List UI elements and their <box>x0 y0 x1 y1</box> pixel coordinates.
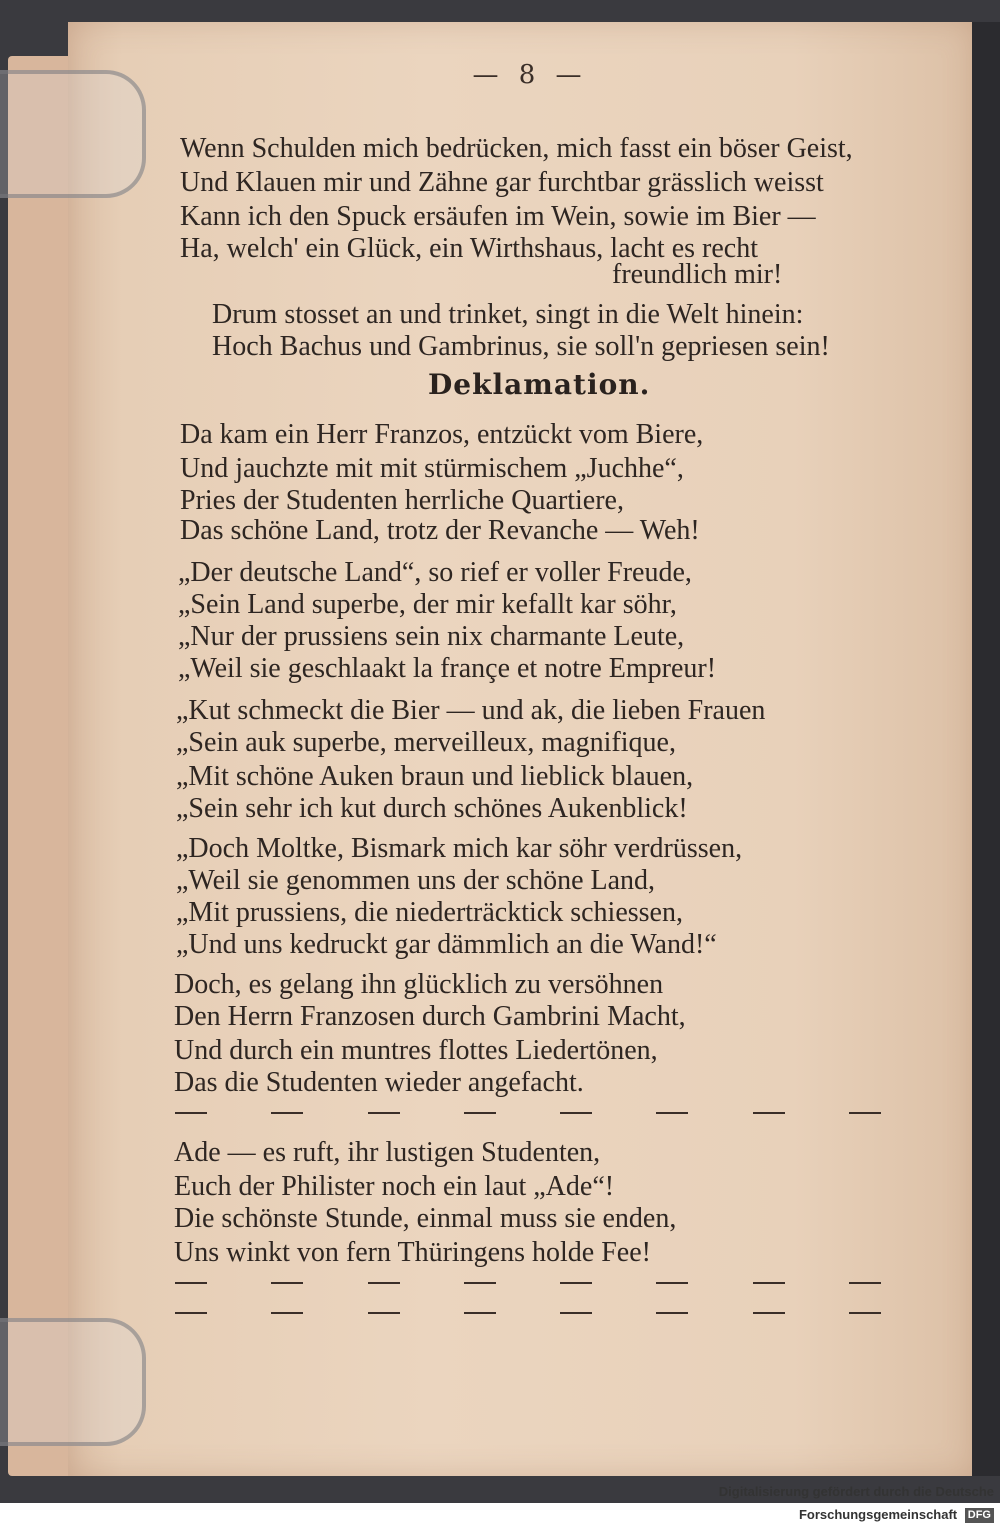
text-line: „Nur der prussiens sein nix charmante Leute, <box>178 621 685 652</box>
text-line: „Sein Land superbe, der mir kefallt kar söhr, <box>178 589 677 620</box>
text-line: Und Klauen mir und Zähne gar furchtbar grässlich weisst <box>180 167 824 198</box>
text-line: „Kut schmeckt die Bier — und ak, die lieben Frauen <box>176 695 766 726</box>
text-line: „Weil sie genommen uns der schöne Land, <box>176 865 656 896</box>
text-line: „Mit prussiens, die niederträcktick schiessen, <box>176 897 683 928</box>
text-line: „Der deutsche Land“, so rief er voller Freude, <box>178 557 692 588</box>
text-line: „Und uns kedruckt gar dämmlich an die Wand!“ <box>176 929 717 960</box>
text-line: freundlich mir! <box>612 259 783 290</box>
digitization-footer <box>560 1480 1000 1522</box>
text-line: Das die Studenten wieder angefacht. <box>174 1067 584 1098</box>
text-line: „Sein sehr ich kut durch schönes Aukenblick! <box>176 793 688 824</box>
text-line: Euch der Philister noch ein laut „Ade“! <box>174 1171 615 1202</box>
text-line: Ade — es ruft, ihr lustigen Studenten, <box>174 1137 601 1168</box>
text-line: Und jauchzte mit mit stürmischem „Juchhe“, <box>180 453 684 484</box>
dash-divider <box>175 1112 881 1114</box>
dfg-logo-icon: DFG <box>965 1508 994 1523</box>
text-line: „Mit schöne Auken braun und lieblick blauen, <box>176 761 694 792</box>
text-line: Und durch ein muntres flottes Liedertönen, <box>174 1035 658 1066</box>
text-line: Wenn Schulden mich bedrücken, mich fasst ein böser Geist, <box>180 133 853 164</box>
text-line: Das schöne Land, trotz der Revanche — Weh! <box>180 515 700 546</box>
text-line: Drum stosset an und trinket, singt in die Welt hinein: <box>212 299 804 330</box>
text-line: Uns winkt von fern Thüringens holde Fee! <box>174 1237 651 1268</box>
text-line: Hoch Bachus und Gambrinus, sie soll'n gepriesen sein! <box>212 331 830 362</box>
page-number: — 8 — <box>472 60 588 90</box>
text-line: Doch, es gelang ihn glücklich zu versöhnen <box>174 969 664 1000</box>
text-line: Pries der Studenten herrliche Quartiere, <box>180 485 624 516</box>
dash-divider <box>175 1312 881 1314</box>
text-line: Den Herrn Franzosen durch Gambrini Macht, <box>174 1001 686 1032</box>
dash-divider <box>175 1282 881 1284</box>
section-heading: Deklamation. <box>428 368 651 401</box>
text-line: „Doch Moltke, Bismark mich kar söhr verdrüssen, <box>176 833 743 864</box>
footer-text: Digitalisierung gefördert durch die Deutsche Forschungsgemeinschaft <box>718 1484 994 1522</box>
text-line: Da kam ein Herr Franzos, entzückt vom Biere, <box>180 419 704 450</box>
text-line: „Weil sie geschlaakt la françe et notre Empreur! <box>178 653 717 684</box>
text-line: Ha, welch' ein Glück, ein Wirthshaus, lacht es recht <box>180 233 758 264</box>
text-line: Kann ich den Spuck ersäufen im Wein, sowie im Bier — <box>180 201 816 232</box>
text-line: „Sein auk superbe, merveilleux, magnifique, <box>176 727 676 758</box>
text-line: Die schönste Stunde, einmal muss sie enden, <box>174 1203 677 1234</box>
